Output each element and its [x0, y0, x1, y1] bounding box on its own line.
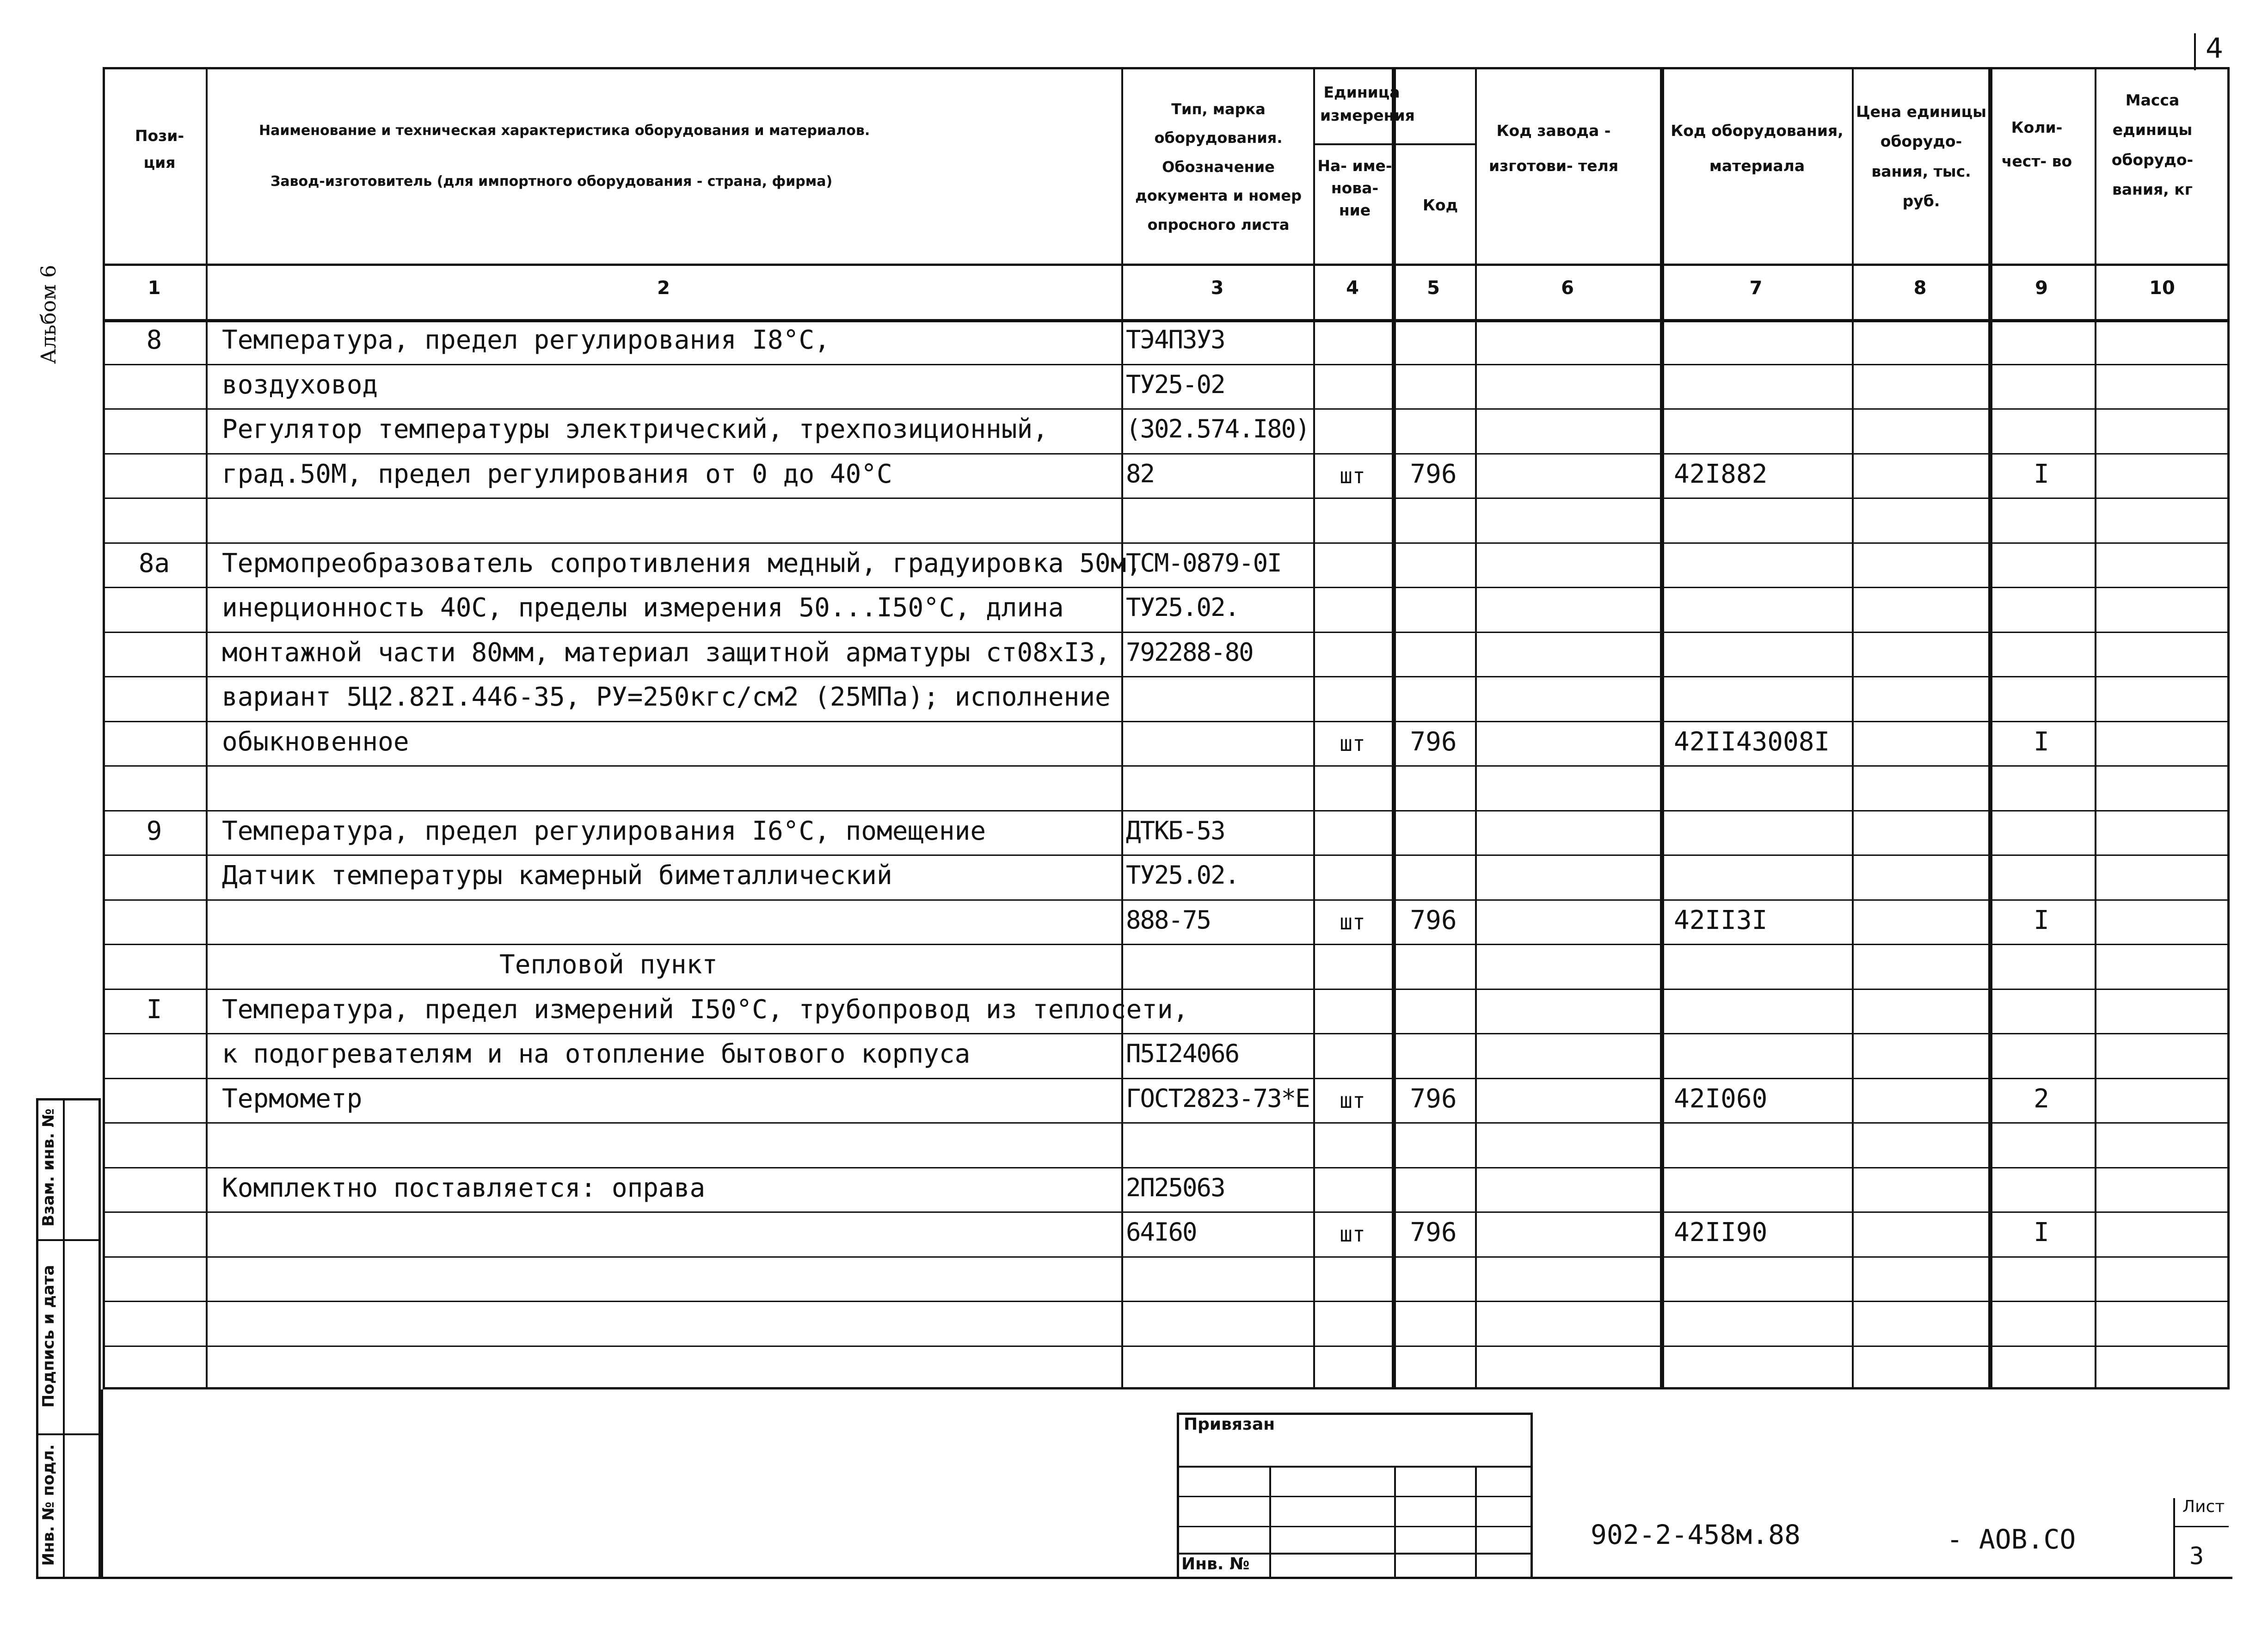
name-cell: Термопреобразователь сопротивления медный, градуировка 50м, [222, 548, 1142, 578]
quantity-cell: 2 [2034, 1083, 2049, 1114]
side-stamp-divider [36, 1433, 101, 1435]
row-line [103, 989, 2230, 990]
quantity-cell: I [2034, 905, 2049, 935]
header-col45: Единица измерения [1320, 83, 1415, 124]
header-col3: Тип, марка оборудования. Обозначение документа и номер опросного листа [1135, 100, 1302, 234]
header-col5: Код [1422, 196, 1458, 214]
title-block-vline [1269, 1466, 1271, 1579]
type-cell: ТУ25-02 [1126, 369, 1225, 399]
quantity-cell: I [2034, 1217, 2049, 1248]
type-cell: ТЭ4П3У3 [1126, 325, 1225, 354]
unit-cell: шт [1340, 909, 1365, 934]
unit-header-split [1313, 143, 1475, 145]
name-cell: град.50М, предел регулирования от 0 до 40°С [222, 459, 892, 489]
row-line [103, 264, 2230, 266]
bottom-frame [101, 1389, 2232, 1579]
row-line [103, 765, 2230, 767]
sheet-label: Лист [2182, 1497, 2225, 1516]
type-cell: ТУ25.02. [1126, 860, 1239, 890]
row-line [103, 1301, 2230, 1302]
privyazan-label: Привязан [1184, 1415, 1275, 1434]
name-cell: Регулятор температуры электрический, трехпозиционный, [222, 414, 1048, 444]
inv-no-label: Инв. № [1181, 1555, 1250, 1573]
header-col2-line1: Наименование и техническая характеристика оборудования и материалов. [259, 123, 870, 139]
column-number: 4 [1346, 277, 1359, 299]
type-cell: 82 [1126, 459, 1155, 488]
position-cell: 8 [146, 325, 162, 355]
name-cell: вариант 5Ц2.82I.446-35, РУ=250кгс/см2 (25МПа); исполнение [222, 682, 1111, 712]
name-cell: Датчик температуры камерный биметаллический [222, 860, 892, 891]
row-line [103, 1122, 2230, 1124]
type-cell: ДТКБ-53 [1126, 816, 1225, 845]
row-line [103, 587, 2230, 588]
name-cell: обыкновенное [222, 726, 409, 757]
name-cell: Термометр [222, 1083, 363, 1114]
doc-suffix: - АОВ.СО [1947, 1524, 2076, 1555]
equipment-code-cell: 42II3I [1674, 905, 1768, 935]
row-line [103, 1346, 2230, 1347]
column-number: 3 [1211, 277, 1224, 299]
equipment-code-cell: 42II43008I [1674, 726, 1830, 757]
title-block-line [1177, 1466, 1533, 1468]
name-cell: инерционность 40С, пределы измерения 50...I50°С, длина [222, 593, 1064, 623]
type-cell: 64I60 [1126, 1217, 1197, 1247]
sheet-box-line [2173, 1526, 2229, 1527]
name-cell: Температура, предел измерений I50°С, трубопровод из теплосети, [222, 994, 1189, 1025]
side-stamp-divider [36, 1239, 101, 1241]
title-block-line [1177, 1496, 1533, 1497]
doc-code: 902-2-458м.88 [1591, 1519, 1801, 1550]
type-cell: 2П25063 [1126, 1173, 1225, 1202]
name-cell: Комплектно поставляется: оправа [222, 1173, 706, 1203]
column-number: 2 [657, 277, 670, 299]
name-cell: к подогревателям и на отопление бытового корпуса [222, 1039, 971, 1069]
unit-cell: шт [1340, 1222, 1365, 1247]
row-line [103, 944, 2230, 945]
row-line [103, 364, 2230, 365]
type-cell: (302.574.I80) [1126, 414, 1309, 443]
row-line [103, 854, 2230, 856]
column-number: 9 [2035, 277, 2048, 299]
type-cell: 792288-80 [1126, 637, 1253, 667]
sheet-box-line [2173, 1498, 2175, 1579]
position-cell: 9 [146, 816, 162, 846]
quantity-cell: I [2034, 459, 2049, 489]
sheet-number: 3 [2189, 1543, 2204, 1570]
name-cell: Температура, предел регулирования I6°С, помещение [222, 816, 986, 846]
row-line [103, 453, 2230, 455]
position-cell: I [146, 994, 162, 1025]
header-col8: Цена единицы оборудо- вания, тыс. руб. [1856, 103, 1986, 210]
row-line [103, 498, 2230, 499]
title-block-vline [1475, 1466, 1477, 1579]
name-cell: воздуховод [222, 369, 378, 400]
title-block-line [1177, 1526, 1533, 1527]
row-line [103, 319, 2230, 322]
row-line [103, 1078, 2230, 1079]
column-number: 1 [148, 277, 161, 299]
unit-code-cell: 796 [1410, 1083, 1457, 1114]
row-line [103, 810, 2230, 811]
equipment-code-cell: 42I060 [1674, 1083, 1768, 1114]
type-cell: П5I24066 [1126, 1039, 1239, 1068]
unit-cell: шт [1340, 1088, 1365, 1113]
row-line [103, 1167, 2230, 1168]
row-line [103, 1033, 2230, 1034]
header-col9: Коли- чест- во [2001, 118, 2072, 170]
column-number: 8 [1913, 277, 1927, 299]
unit-cell: шт [1340, 731, 1365, 756]
row-line [103, 632, 2230, 633]
row-line [103, 676, 2230, 677]
type-cell: ТСМ-0879-0I [1126, 548, 1281, 578]
column-number: 6 [1561, 277, 1574, 299]
column-number: 7 [1749, 277, 1763, 299]
column-number: 5 [1427, 277, 1440, 299]
type-cell: 888-75 [1126, 905, 1211, 934]
header-col1: Пози- ция [135, 127, 184, 172]
title-block-vline [1394, 1466, 1396, 1579]
unit-code-cell: 796 [1410, 726, 1457, 757]
row-line [103, 899, 2230, 901]
side-stamp-inv: Инв. № подл. [39, 1444, 58, 1566]
header-col2-line2: Завод-изготовитель (для импортного оборудования - страна, фирма) [270, 173, 833, 190]
row-line [103, 408, 2230, 410]
row-line [103, 1211, 2230, 1213]
album-label: Альбом 6 [37, 264, 61, 364]
column-number: 10 [2149, 277, 2175, 299]
unit-code-cell: 796 [1410, 905, 1457, 935]
name-cell: Тепловой пункт [499, 950, 718, 980]
type-cell: ТУ25.02. [1126, 593, 1239, 622]
position-cell: 8а [138, 548, 170, 578]
equipment-code-cell: 42I882 [1674, 459, 1768, 489]
unit-code-cell: 796 [1410, 1217, 1457, 1248]
unit-cell: шт [1340, 463, 1365, 488]
name-cell: монтажной части 80мм, материал защитной арматуры ст08хI3, [222, 637, 1111, 668]
row-line [103, 1256, 2230, 1258]
header-col7: Код оборудования, материала [1671, 122, 1844, 175]
header-col4: На- име- нова- ние [1317, 157, 1392, 219]
quantity-cell: I [2034, 726, 2049, 757]
unit-code-cell: 796 [1410, 459, 1457, 489]
name-cell: Температура, предел регулирования I8°С, [222, 325, 830, 355]
page-number-top: 4 [2206, 32, 2224, 65]
row-line [103, 542, 2230, 544]
row-line [103, 721, 2230, 722]
header-col10: Масса единицы оборудо- вания, кг [2111, 91, 2194, 199]
type-cell: ГОСТ2823-73*Е [1126, 1083, 1309, 1113]
header-col6: Код завода - изготови- теля [1488, 122, 1619, 175]
equipment-code-cell: 42II90 [1674, 1217, 1768, 1248]
side-stamp-vzam: Взам. инв. № [39, 1108, 58, 1227]
side-stamp-podpis: Подпись и дата [39, 1265, 58, 1408]
